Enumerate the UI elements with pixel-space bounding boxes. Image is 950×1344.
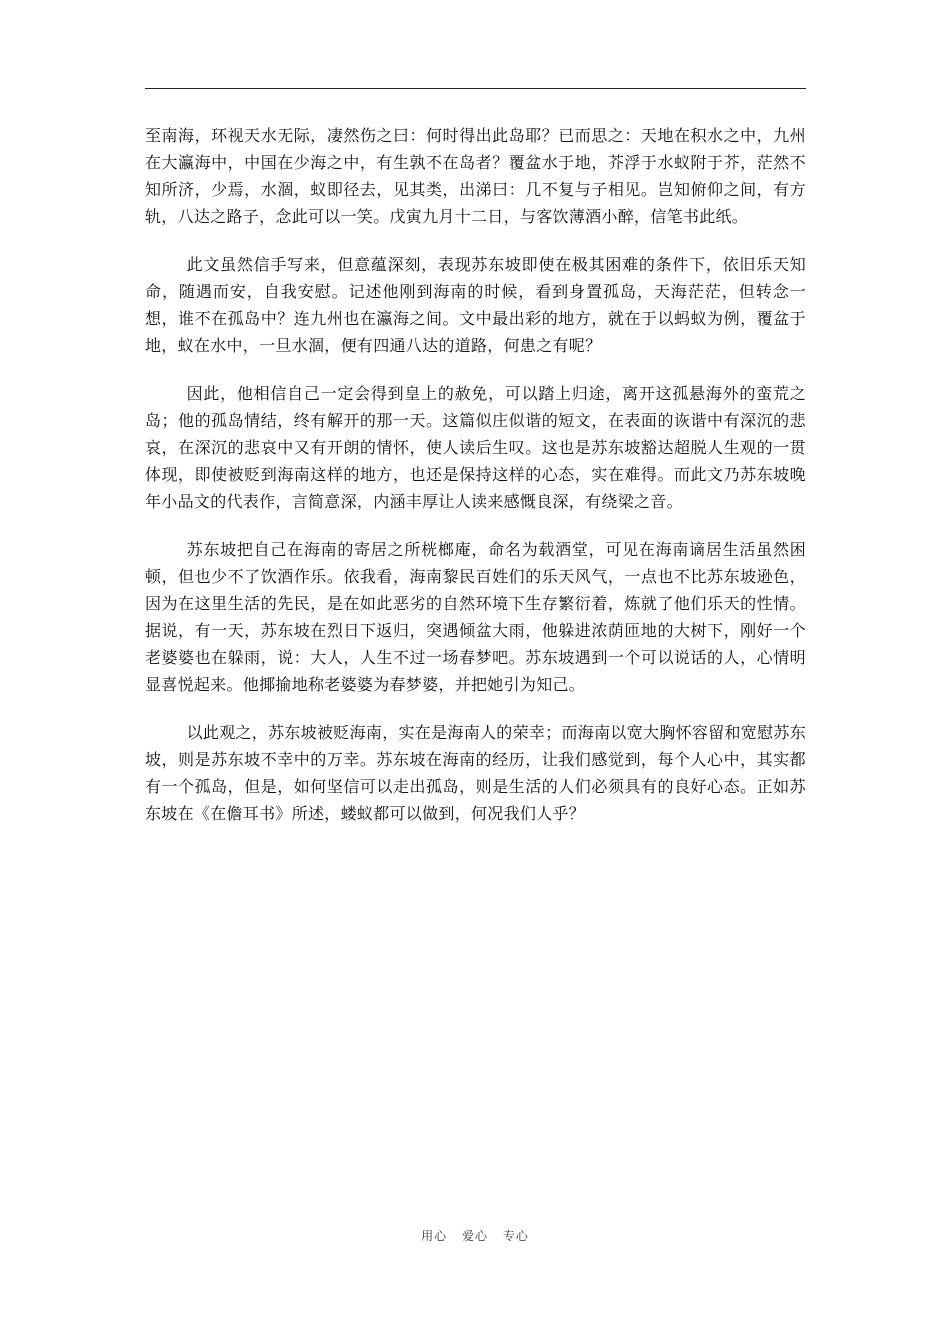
footer-item-aixin: 爱心 xyxy=(461,1229,488,1243)
footer-item-yongxin: 用心 xyxy=(421,1229,448,1243)
paragraph-commentary-4: 以此观之，苏东坡被贬海南，实在是海南人的荣幸；而海南以宽大胸怀容留和宽慰苏东坡，则是苏东坡不幸中的万幸。苏东坡在海南的经历，让我们感觉到，每个人心中，其实都有一个孤岛，但是，如何坚信可以走出孤岛，则是生活的人们必须具有的良好心态。正如苏东坡在《在儋耳书》所述，蝼蚁都可以做到，何况我们人乎？ xyxy=(145,723,806,823)
page-footer xyxy=(0,1227,950,1244)
paragraph-commentary-1: 此文虽然信手写来，但意蕴深刻，表现苏东坡即使在极其困难的条件下，依旧乐天知命，随遇而安，自我安慰。记述他刚到海南的时候，看到身置孤岛，天海茫茫，但转念一想，谁不在孤岛中？连九州也在瀛海之间。文中最出彩的地方，就在于以蚂蚁为例，覆盆于地，蚁在水中，一旦水涸，便有四通八达的道路，何患之有呢？ xyxy=(145,255,806,355)
footer-item-zhuanxin: 专心 xyxy=(502,1229,529,1243)
paragraph-commentary-3: 苏东坡把自己在海南的寄居之所桄榔庵，命名为载酒堂，可见在海南谪居生活虽然困顿，但也少不了饮酒作乐。依我看，海南黎民百姓们的乐天风气，一点也不比苏东坡逊色，因为在这里生活的先民，是在如此恶劣的自然环境下生存繁衍着，炼就了他们乐天的性情。据说，有一天，苏东坡在烈日下返归，突遇倾盆大雨，他躲进浓荫匝地的大树下，刚好一个老婆婆也在躲雨，说：大人，人生不过一场春梦吧。苏东坡遇到一个可以说话的人，心情明显喜悦起来。他揶揄地称老婆婆为春梦婆，并把她引为知己。 xyxy=(145,540,806,694)
document-body xyxy=(145,122,806,848)
header-rule xyxy=(145,88,806,89)
paragraph-commentary-2: 因此，他相信自己一定会得到皇上的赦免，可以踏上归途，离开这孤悬海外的蛮荒之岛；他的孤岛情结，终有解开的那一天。这篇似庄似谐的短文，在表面的诙谐中有深沉的悲哀，在深沉的悲哀中又有开朗的情怀，使人读后生叹。这也是苏东坡豁达超脱人生观的一贯体现，即使被贬到海南这样的地方，也还是保持这样的心态，实在难得。而此文乃苏东坡晚年小品文的代表作，言简意深，内涵丰厚让人读来感慨良深，有绕梁之音。 xyxy=(145,384,806,511)
paragraph-quote-continuation: 至南海，环视天水无际，凄然伤之曰：何时得出此岛耶？已而思之：天地在积水之中，九州在大瀛海中，中国在少海之中，有生孰不在岛者？覆盆水于地，芥浮于水蚁附于芥，茫然不知所济，少焉，水涸，蚁即径去，见其类，出涕曰：几不复与子相见。岂知俯仰之间，有方轨，八达之路子，念此可以一笑。戊寅九月十二日，与客饮薄酒小醉，信笔书此纸。 xyxy=(145,126,806,226)
